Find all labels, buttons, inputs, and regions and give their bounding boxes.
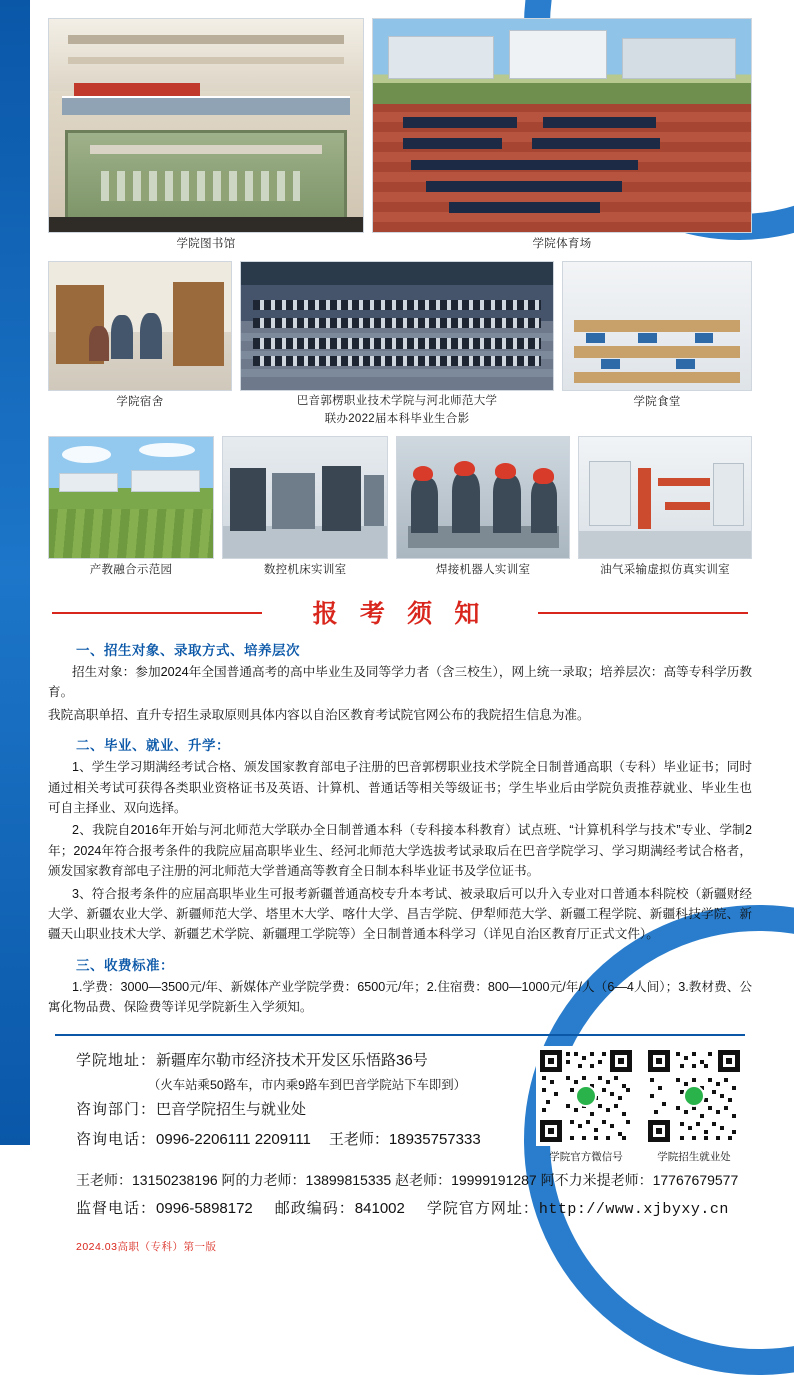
address-line [76,1046,518,1076]
dormitory-photo [48,261,232,391]
address-note: （火车站乘50路车，市内乘9路车到巴音学院站下车即到） [148,1078,467,1093]
cnc-lab-photo [222,436,388,559]
graduation-group-photo [240,261,554,391]
title-rule-left [52,612,262,614]
section-3-heading: 三、收费标准： [76,957,174,973]
official-wechat-qr-icon [536,1046,636,1146]
group-photo-caption-line1: 巴音郭楞职业技术学院与河北师范大学 [296,394,498,407]
photo-row-2 [48,261,752,428]
welding-robot-lab-photo [396,436,570,559]
qr-official-wechat[interactable] [536,1046,636,1164]
photo-cell-welding-lab [396,436,570,579]
section-1-heading: 一、招生对象、录取方式、培养层次 [76,643,300,659]
section-1-paragraph-1: 招生对象：参加2024年全国普通高考的高中毕业生及同等学力者（含三校生），网上统一录取；培养层次：高等专科学历教育。 [48,665,752,700]
photo-cell-canteen [562,261,752,428]
divider-blue [55,1034,745,1037]
industry-education-park-photo [48,436,214,559]
postcode-value: 841002 [354,1200,405,1218]
section-fees [48,954,752,1018]
qr-admissions[interactable] [644,1046,744,1164]
dormitory-caption: 学院宿舍 [116,395,164,408]
section-title-block [48,594,752,630]
official-wechat-qr-caption: 学院官方微信号 [549,1151,623,1164]
canteen-photo [562,261,752,391]
photo-cell-park [48,436,214,579]
photo-cell-group-photo [240,261,554,428]
oil-gas-simulation-lab-photo [578,436,752,559]
photo-row-1 [48,18,752,253]
photo-cell-library [48,18,364,253]
photo-cell-dormitory [48,261,232,428]
canteen-caption: 学院食堂 [633,395,681,408]
teacher-phones-line: 王老师：13150238196 阿的力老师：13899815335 赵老师：19999191287 阿不力米提老师：17767679577 [76,1172,739,1189]
page [36,0,794,1254]
library-caption: 学院图书馆 [176,238,236,250]
section-1-paragraph-2: 我院高职单招、直升专招生录取原则具体内容以自治区教育考试院官网公布的我院招生信息为准。 [48,707,590,722]
title-rule-right [538,612,748,614]
section-2-item-3: 3、符合报考条件的应届高职毕业生可报考新疆普通高校专升本考试、被录取后可以升入专业对口普通本科院校（新疆财经大学、新疆农业大学、新疆师范大学、塔里木大学、喀什大学、昌吉学院、伊犁师范大学、新疆工程学院、新疆科技学院、新疆天山职业技术大学、新疆艺术学院、新疆理工学院等）全日制普通本科学习（详见自治区教育厅正式文件）。 [48,886,752,942]
contact-text-column [48,1046,518,1164]
sports-field-caption: 学院体育场 [532,238,592,250]
park-caption: 产教融合示范园 [89,563,173,576]
section-2-item-1: 1、学生学习期满经考试合格、颁发国家教育部电子注册的巴音郭楞职业技术学院全日制普通高职（专科）毕业证书；同时通过相关考试可获得各类职业资格证书及英语、计算机、普通话等相关等级证书；学生毕业后由学院负责推荐就业、毕业生也可自主择业、双向选择。 [48,760,752,816]
edition-footnote: 2024.03高职（专科）第一版 [76,1241,217,1254]
photo-row-3 [48,436,752,579]
photo-cell-oil-lab [578,436,752,579]
postcode-label: 邮政编码： [274,1200,355,1218]
telephone-value: 0996-2206111 2209111 [156,1130,311,1148]
sports-field-photo [372,18,752,233]
telephone-extra: 王老师：18935757333 [328,1130,481,1148]
supervise-value: 0996-5898172 [156,1200,253,1218]
library-photo [48,18,364,233]
section-2-heading: 二、毕业、就业、升学： [76,738,230,754]
page-content [48,18,752,1254]
section-graduation [48,734,752,945]
telephone-line [76,1125,518,1155]
oil-lab-caption: 油气采输虚拟仿真实训室 [600,563,730,576]
section-admission [48,639,752,725]
website-label: 学院官方网址： [426,1200,539,1218]
page-title: 报 考 须 知 [312,601,488,629]
department-label: 咨询部门： [76,1100,157,1118]
address-value: 新疆库尔勒市经济技术开发区乐悟路36号 [156,1052,428,1070]
cnc-lab-caption: 数控机床实训室 [263,563,347,576]
telephone-label: 咨询电话： [76,1130,157,1148]
welding-lab-caption: 焊接机器人实训室 [435,563,531,576]
section-2-item-2: 2、我院自2016年开始与河北师范大学联办全日制普通本科（专科接本科教育）试点班、“计算机科学与技术”专业、学制2年；2024年符合报考条件的我院应届高职毕业生、经河北师范大学选拔考试录取后在巴音学院学习、学习期满经考试合格者，颁发国家教育部电子注册的河北师范大学普通高等教育全日制本科毕业证书及学位证书。 [48,823,752,879]
photo-cell-cnc-lab [222,436,388,579]
section-3-paragraph-1: 1.学费：3000—3500元/年、新媒体产业学院学费：6500元/年；2.住宿费：800—1000元/年/人（6—4人间）；3.教材费、公寓化物品费、保险费等详见学院新生入学须知。 [48,979,752,1015]
page-border-left [0,0,30,1145]
department-value: 巴音学院招生与就业处 [156,1100,307,1118]
contact-block [48,1046,752,1164]
supervise-label: 监督电话： [76,1200,157,1218]
photo-cell-sports-field [372,18,752,253]
qr-column [518,1046,744,1164]
group-photo-caption-line2: 联办2022届本科毕业生合影 [324,413,470,426]
department-line [76,1095,518,1125]
contact-extra-lines [48,1166,752,1225]
address-label: 学院地址： [76,1052,157,1070]
admissions-employment-qr-icon [644,1046,744,1146]
admissions-qr-caption: 学院招生就业处 [657,1151,731,1164]
supervise-postcode-website-line [76,1194,752,1225]
website-value[interactable]: http://www.xjbyxy.cn [538,1201,729,1219]
